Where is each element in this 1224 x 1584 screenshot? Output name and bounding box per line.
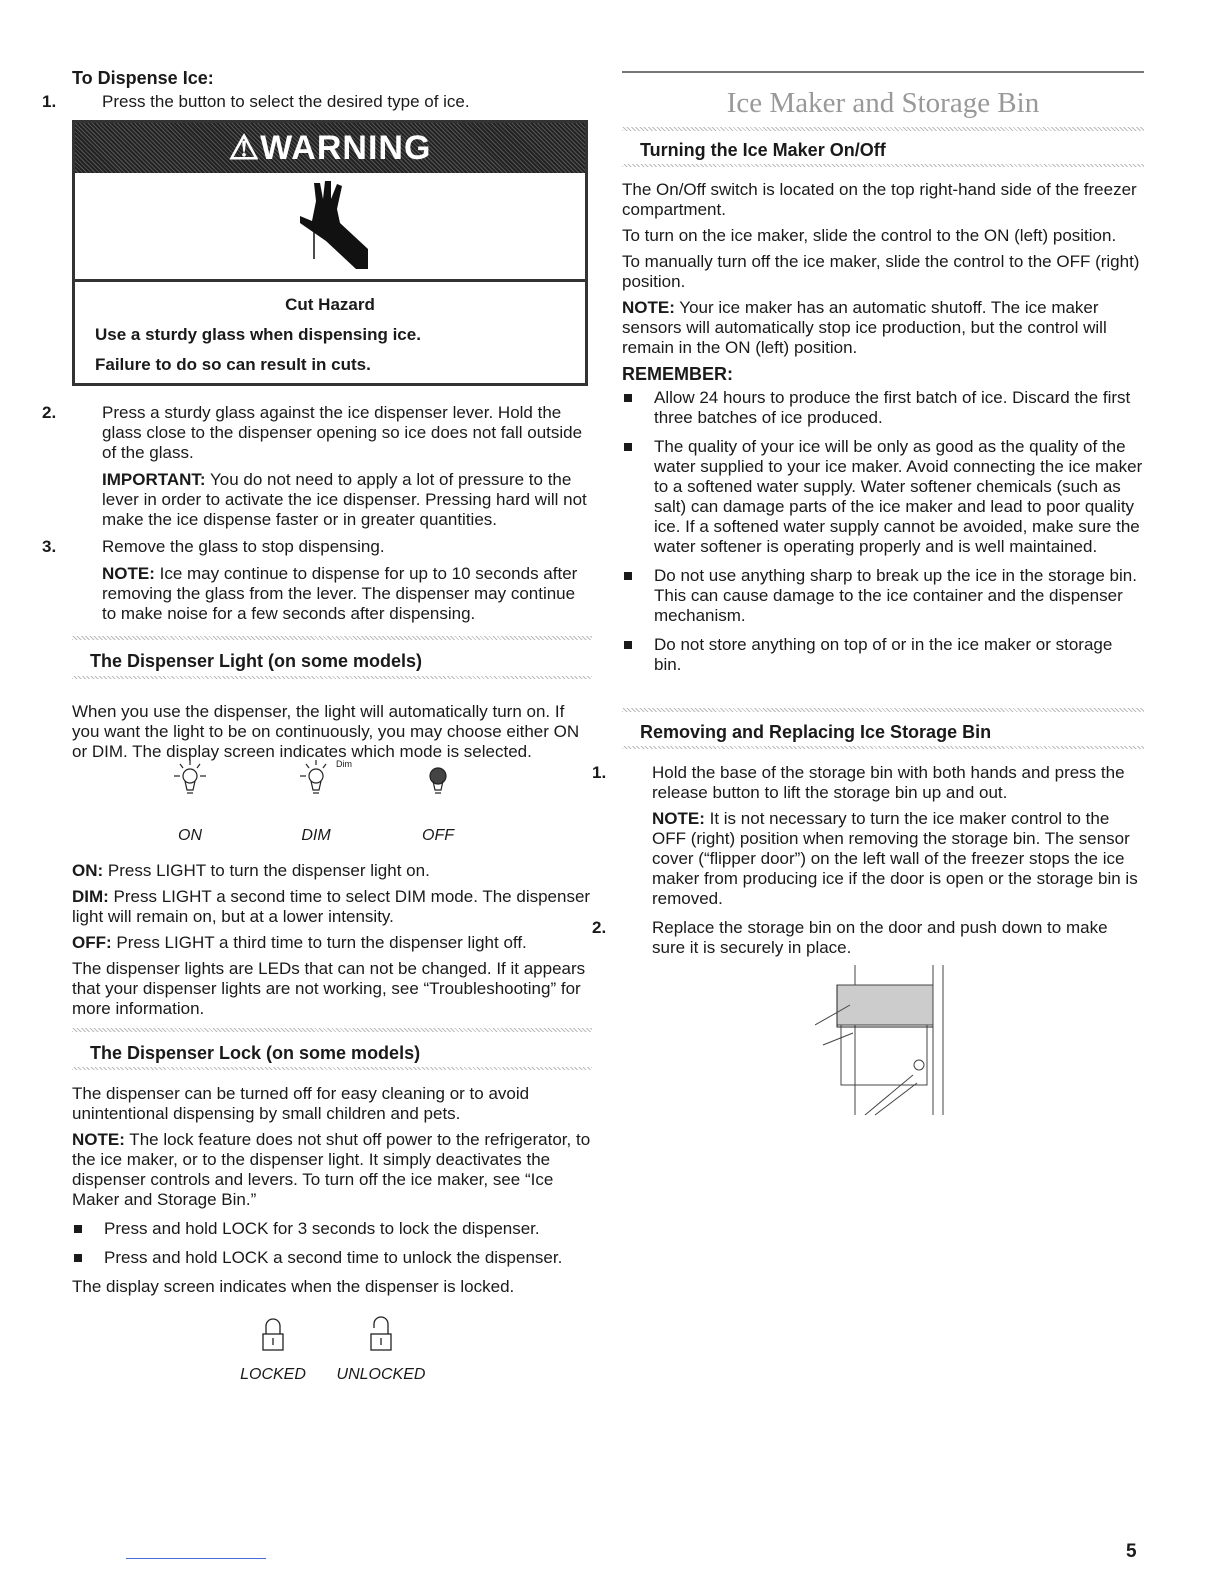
note-text: It is not necessary to turn the ice maker control to the OFF (right) position when removing the storage bin. The sensor cover (“flipper door”) on the left wall of the freezer stops the ice maker from producing ice if the door is open or the storage bin is removed. bbox=[652, 809, 1138, 908]
bin-step-2 bbox=[592, 918, 1144, 958]
onoff-p2: To turn on the ice maker, slide the control to the ON (left) position. bbox=[622, 226, 1117, 245]
step-2 bbox=[42, 403, 592, 463]
step-text: Hold the base of the storage bin with both hands and press the release button to lift the storage bin up and out. bbox=[652, 763, 1125, 802]
important-text: You do not need to apply a lot of pressure to the lever in order to activate the ice dispenser. Pressing hard will not make the ice dispense faster or in greater quantities. bbox=[102, 470, 587, 529]
locked-label: LOCKED bbox=[240, 1366, 306, 1383]
off-mode bbox=[72, 933, 592, 953]
dim-small-label: Dim bbox=[336, 759, 352, 769]
divider bbox=[72, 1067, 592, 1070]
light-off-icon bbox=[418, 756, 458, 809]
divider bbox=[622, 746, 1144, 749]
lock-bullet: Press and hold LOCK a second time to unlock the dispenser. bbox=[72, 1248, 592, 1268]
lock-paragraph: The dispenser can be turned off for easy cleaning or to avoid unintentional dispensing by small children and pets. bbox=[72, 1084, 530, 1123]
dim-mode bbox=[72, 887, 592, 927]
dim-mode-text: Press LIGHT a second time to select DIM mode. The dispenser light will remain on, but at a lower intensity. bbox=[72, 887, 591, 926]
step-text: Press the button to select the desired type of ice. bbox=[102, 92, 470, 111]
dim-mode-label: DIM: bbox=[72, 887, 109, 906]
warning-header bbox=[75, 123, 585, 173]
off-mode-text: Press LIGHT a third time to turn the dispenser light off. bbox=[111, 933, 527, 952]
on-mode-label: ON: bbox=[72, 861, 104, 880]
note-text: The lock feature does not shut off power to the refrigerator, to the ice maker, or to the dispenser light. It simply deactivates the dispenser controls and levers. To turn off the ice maker, see “Ice Maker and Storage Bin.” bbox=[72, 1130, 591, 1209]
locked-icon bbox=[258, 1316, 288, 1361]
warning-title: WARNING bbox=[260, 129, 432, 167]
bin-steps bbox=[592, 763, 1144, 958]
divider bbox=[622, 164, 1144, 167]
footer-rule bbox=[126, 1558, 266, 1559]
remember-bullet: Do not use anything sharp to break up the ice in the storage bin. This can cause damage to the ice container and the dispenser mechanism. bbox=[622, 566, 1144, 626]
light-paragraph: When you use the dispenser, the light will automatically turn on. If you want the light to be on continuously, you may choose either ON or DIM. The display screen indicates which mode is selected. bbox=[72, 702, 580, 761]
onoff-p3: To manually turn off the ice maker, slide the control to the OFF (right) position. bbox=[622, 252, 1140, 291]
cut-hazard-hand-icon bbox=[75, 173, 585, 282]
storage-bin-illustration bbox=[815, 965, 955, 1130]
step-1 bbox=[42, 92, 622, 112]
top-rule bbox=[622, 71, 1144, 73]
note-label: NOTE: bbox=[652, 809, 705, 828]
on-label: ON bbox=[178, 827, 202, 844]
onoff-section bbox=[622, 180, 1144, 684]
light-on-icon bbox=[170, 756, 210, 809]
divider bbox=[622, 708, 1144, 712]
lock-section bbox=[72, 1084, 592, 1297]
warning-box bbox=[72, 120, 588, 386]
remember-heading: REMEMBER: bbox=[622, 364, 733, 384]
dim-label: DIM bbox=[301, 827, 331, 844]
important-label: IMPORTANT: bbox=[102, 470, 206, 489]
step-3-note bbox=[72, 564, 592, 624]
lock-note bbox=[72, 1130, 592, 1210]
onoff-p1: The On/Off switch is located on the top right-hand side of the freezer compartment. bbox=[622, 180, 1137, 219]
light-dim-icon bbox=[296, 756, 336, 809]
unlocked-label: UNLOCKED bbox=[336, 1366, 426, 1383]
lock-bullet: Press and hold LOCK for 3 seconds to lock the dispenser. bbox=[72, 1219, 592, 1239]
divider bbox=[622, 127, 1144, 131]
off-label: OFF bbox=[422, 827, 454, 844]
led-paragraph: The dispenser lights are LEDs that can not be changed. If it appears that your dispenser lights are not working, see “Troubleshooting” for more information. bbox=[72, 959, 586, 1018]
bin-heading: Removing and Replacing Ice Storage Bin bbox=[640, 722, 992, 742]
note-label: NOTE: bbox=[622, 298, 675, 317]
onoff-note bbox=[622, 298, 1144, 358]
step-number: 2. bbox=[42, 403, 57, 422]
remember-bullet: Do not store anything on top of or in the ice maker or storage bin. bbox=[622, 635, 1144, 675]
divider bbox=[72, 636, 592, 640]
page-number: 5 bbox=[1126, 1541, 1137, 1562]
remember-bullet: The quality of your ice will be only as good as the quality of the water supplied to your ice maker. Avoid connecting the ice maker to a softened water supply. Water softener chemicals (such as salt) can damage parts of the ice maker and lead to poor quality ice. If a softened water supply cannot be avoided, make sure the water softener is operating properly and is well maintained. bbox=[622, 437, 1144, 557]
bin-step-1 bbox=[592, 763, 1144, 803]
step-text: Press a sturdy glass against the ice dispenser lever. Hold the glass close to the dispenser opening so ice does not fall outside of the glass. bbox=[102, 403, 583, 462]
hazard-title: Cut Hazard bbox=[285, 295, 375, 314]
dispenser-lock-heading: The Dispenser Lock (on some models) bbox=[90, 1043, 421, 1063]
remember-bullet: Allow 24 hours to produce the first batch of ice. Discard the first three batches of ice produced. bbox=[622, 388, 1144, 428]
hazard-line-1: Use a sturdy glass when dispensing ice. bbox=[95, 325, 421, 344]
onoff-heading: Turning the Ice Maker On/Off bbox=[640, 140, 886, 160]
dispense-ice-heading: To Dispense Ice: bbox=[72, 68, 214, 88]
warning-triangle-icon: ⚠ bbox=[228, 129, 261, 167]
important-note bbox=[72, 470, 592, 530]
off-mode-label: OFF: bbox=[72, 933, 112, 952]
divider bbox=[72, 1028, 592, 1032]
note-label: NOTE: bbox=[72, 1130, 125, 1149]
on-mode-text: Press LIGHT to turn the dispenser light on. bbox=[103, 861, 430, 880]
unlocked-icon bbox=[366, 1316, 396, 1361]
step-number: 1. bbox=[42, 92, 57, 111]
note-text: Ice may continue to dispense for up to 10 seconds after removing the glass from the lever. The dispenser may continue to make noise for a few seconds after dispensing. bbox=[102, 564, 578, 623]
note-text: Your ice maker has an automatic shutoff. The ice maker sensors will automatically stop ice production, but the control will remain in the ON (left) position. bbox=[622, 298, 1107, 357]
step-number: 2. bbox=[592, 918, 607, 937]
lock-final: The display screen indicates when the dispenser is locked. bbox=[72, 1277, 515, 1296]
light-modes bbox=[72, 861, 592, 1019]
step-text: Replace the storage bin on the door and push down to make sure it is securely in place. bbox=[652, 918, 1108, 957]
step-3 bbox=[42, 537, 592, 557]
steps-2-3 bbox=[42, 403, 592, 624]
step-number: 1. bbox=[592, 763, 607, 782]
note-label: NOTE: bbox=[102, 564, 155, 583]
step-text: Remove the glass to stop dispensing. bbox=[102, 537, 385, 556]
divider bbox=[72, 676, 592, 679]
on-mode bbox=[72, 861, 592, 881]
section-title: Ice Maker and Storage Bin bbox=[726, 87, 1040, 119]
hazard-line-2: Failure to do so can result in cuts. bbox=[95, 355, 371, 374]
bin-step-1-note bbox=[622, 809, 1144, 909]
dispenser-light-heading: The Dispenser Light (on some models) bbox=[90, 651, 423, 671]
step-number: 3. bbox=[42, 537, 57, 556]
